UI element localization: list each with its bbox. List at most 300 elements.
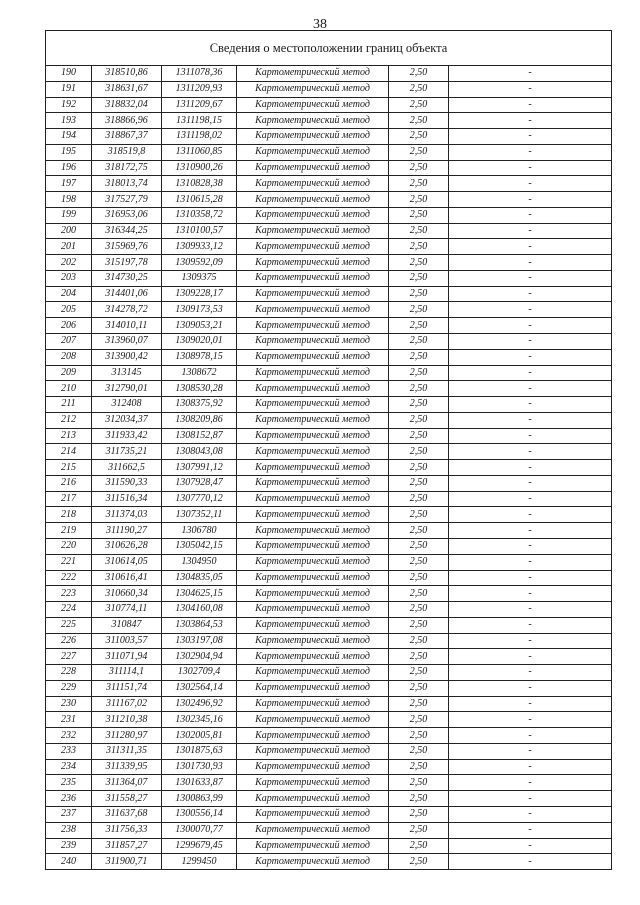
cell-point-number: 233 [46,743,92,759]
cell-x-coordinate: 310616,41 [92,570,162,586]
table-row [46,712,612,728]
cell-point-number: 235 [46,775,92,791]
table-row [46,728,612,744]
cell-accuracy: 2,50 [389,334,449,350]
table-row [46,144,612,160]
cell-point-number: 205 [46,302,92,318]
table-row [46,538,612,554]
cell-y-coordinate: 1309020,01 [162,334,237,350]
cell-accuracy: 2,50 [389,838,449,854]
cell-accuracy: 2,50 [389,365,449,381]
cell-y-coordinate: 1308152,87 [162,428,237,444]
cell-accuracy: 2,50 [389,349,449,365]
cell-y-coordinate: 1299679,45 [162,838,237,854]
cell-x-coordinate: 312790,01 [92,381,162,397]
cell-description: - [449,207,612,223]
cell-description: - [449,255,612,271]
cell-x-coordinate: 311900,71 [92,854,162,870]
cell-description: - [449,507,612,523]
boundary-coordinates-table [45,30,612,870]
cell-x-coordinate: 310660,34 [92,586,162,602]
cell-x-coordinate: 314010,11 [92,318,162,334]
cell-description: - [449,538,612,554]
table-row [46,475,612,491]
cell-point-number: 216 [46,475,92,491]
cell-accuracy: 2,50 [389,302,449,318]
cell-x-coordinate: 313145 [92,365,162,381]
cell-point-number: 219 [46,523,92,539]
cell-description: - [449,113,612,129]
cell-description: - [449,680,612,696]
cell-method: Картометрический метод [237,160,389,176]
cell-method: Картометрический метод [237,680,389,696]
cell-y-coordinate: 1308043,08 [162,444,237,460]
cell-point-number: 193 [46,113,92,129]
cell-description: - [449,66,612,82]
cell-y-coordinate: 1299450 [162,854,237,870]
cell-point-number: 202 [46,255,92,271]
cell-y-coordinate: 1300070,77 [162,822,237,838]
cell-method: Картометрический метод [237,66,389,82]
cell-point-number: 192 [46,97,92,113]
cell-x-coordinate: 311210,38 [92,712,162,728]
cell-method: Картометрический метод [237,255,389,271]
cell-accuracy: 2,50 [389,381,449,397]
table-row [46,554,612,570]
cell-accuracy: 2,50 [389,507,449,523]
cell-method: Картометрический метод [237,775,389,791]
cell-x-coordinate: 311933,42 [92,428,162,444]
cell-accuracy: 2,50 [389,649,449,665]
cell-x-coordinate: 311167,02 [92,696,162,712]
table-row [46,270,612,286]
cell-method: Картометрический метод [237,365,389,381]
cell-point-number: 224 [46,602,92,618]
cell-x-coordinate: 311637,68 [92,806,162,822]
cell-accuracy: 2,50 [389,412,449,428]
cell-accuracy: 2,50 [389,66,449,82]
cell-point-number: 204 [46,286,92,302]
cell-x-coordinate: 318172,75 [92,160,162,176]
cell-y-coordinate: 1310358,72 [162,207,237,223]
cell-x-coordinate: 316344,25 [92,223,162,239]
cell-accuracy: 2,50 [389,712,449,728]
cell-description: - [449,633,612,649]
cell-method: Картометрический метод [237,349,389,365]
cell-method: Картометрический метод [237,617,389,633]
table-row [46,602,612,618]
cell-y-coordinate: 1303864,53 [162,617,237,633]
cell-accuracy: 2,50 [389,554,449,570]
cell-point-number: 194 [46,129,92,145]
cell-method: Картометрический метод [237,176,389,192]
cell-x-coordinate: 311662,5 [92,460,162,476]
cell-point-number: 212 [46,412,92,428]
cell-accuracy: 2,50 [389,680,449,696]
cell-x-coordinate: 311516,34 [92,491,162,507]
cell-point-number: 200 [46,223,92,239]
cell-x-coordinate: 311364,07 [92,775,162,791]
cell-method: Картометрический метод [237,334,389,350]
table-title-row [46,31,612,66]
cell-description: - [449,176,612,192]
cell-description: - [449,460,612,476]
cell-y-coordinate: 1307352,11 [162,507,237,523]
cell-x-coordinate: 311280,97 [92,728,162,744]
cell-description: - [449,428,612,444]
cell-y-coordinate: 1311060,85 [162,144,237,160]
cell-description: - [449,223,612,239]
cell-y-coordinate: 1310615,28 [162,192,237,208]
cell-y-coordinate: 1309933,12 [162,239,237,255]
cell-y-coordinate: 1302709,4 [162,665,237,681]
cell-x-coordinate: 312034,37 [92,412,162,428]
cell-method: Картометрический метод [237,538,389,554]
cell-y-coordinate: 1309375 [162,270,237,286]
cell-point-number: 239 [46,838,92,854]
cell-accuracy: 2,50 [389,192,449,208]
table-row [46,81,612,97]
cell-point-number: 210 [46,381,92,397]
table-row [46,365,612,381]
cell-method: Картометрический метод [237,696,389,712]
cell-description: - [449,475,612,491]
cell-accuracy: 2,50 [389,743,449,759]
cell-x-coordinate: 311590,33 [92,475,162,491]
cell-method: Картометрический метод [237,712,389,728]
cell-point-number: 195 [46,144,92,160]
cell-accuracy: 2,50 [389,633,449,649]
cell-method: Картометрический метод [237,759,389,775]
cell-method: Картометрический метод [237,207,389,223]
cell-accuracy: 2,50 [389,475,449,491]
cell-accuracy: 2,50 [389,806,449,822]
cell-method: Картометрический метод [237,412,389,428]
cell-description: - [449,854,612,870]
cell-x-coordinate: 310626,28 [92,538,162,554]
cell-accuracy: 2,50 [389,176,449,192]
table-row [46,570,612,586]
cell-accuracy: 2,50 [389,255,449,271]
cell-y-coordinate: 1311198,02 [162,129,237,145]
table-row [46,460,612,476]
cell-point-number: 222 [46,570,92,586]
cell-point-number: 197 [46,176,92,192]
cell-point-number: 228 [46,665,92,681]
cell-accuracy: 2,50 [389,586,449,602]
cell-x-coordinate: 310614,05 [92,554,162,570]
cell-accuracy: 2,50 [389,523,449,539]
cell-x-coordinate: 316953,06 [92,207,162,223]
table-row [46,318,612,334]
cell-y-coordinate: 1306780 [162,523,237,539]
cell-point-number: 190 [46,66,92,82]
table-row [46,239,612,255]
table-title: Сведения о местоположении границ объекта [46,31,612,66]
cell-point-number: 234 [46,759,92,775]
cell-method: Картометрический метод [237,586,389,602]
cell-x-coordinate: 310847 [92,617,162,633]
cell-description: - [449,665,612,681]
cell-accuracy: 2,50 [389,538,449,554]
cell-accuracy: 2,50 [389,775,449,791]
cell-x-coordinate: 311003,57 [92,633,162,649]
cell-description: - [449,81,612,97]
cell-accuracy: 2,50 [389,460,449,476]
cell-y-coordinate: 1308978,15 [162,349,237,365]
cell-point-number: 206 [46,318,92,334]
cell-y-coordinate: 1304835,05 [162,570,237,586]
cell-point-number: 213 [46,428,92,444]
cell-x-coordinate: 318013,74 [92,176,162,192]
table-row [46,412,612,428]
cell-y-coordinate: 1300556,14 [162,806,237,822]
cell-method: Картометрический метод [237,649,389,665]
cell-x-coordinate: 311756,33 [92,822,162,838]
cell-x-coordinate: 311339,95 [92,759,162,775]
cell-method: Картометрический метод [237,318,389,334]
cell-description: - [449,728,612,744]
cell-point-number: 196 [46,160,92,176]
cell-accuracy: 2,50 [389,854,449,870]
cell-method: Картометрический метод [237,838,389,854]
cell-point-number: 220 [46,538,92,554]
cell-y-coordinate: 1308375,92 [162,397,237,413]
cell-point-number: 199 [46,207,92,223]
cell-method: Картометрический метод [237,270,389,286]
table-row [46,854,612,870]
cell-description: - [449,602,612,618]
cell-description: - [449,712,612,728]
table-row [46,617,612,633]
cell-y-coordinate: 1311198,15 [162,113,237,129]
cell-description: - [449,838,612,854]
cell-description: - [449,444,612,460]
cell-point-number: 226 [46,633,92,649]
cell-description: - [449,696,612,712]
table-row [46,286,612,302]
cell-accuracy: 2,50 [389,428,449,444]
cell-point-number: 203 [46,270,92,286]
cell-accuracy: 2,50 [389,665,449,681]
cell-y-coordinate: 1309228,17 [162,286,237,302]
cell-y-coordinate: 1309592,09 [162,255,237,271]
cell-description: - [449,491,612,507]
cell-description: - [449,586,612,602]
cell-point-number: 231 [46,712,92,728]
cell-description: - [449,775,612,791]
cell-x-coordinate: 318631,67 [92,81,162,97]
cell-x-coordinate: 314278,72 [92,302,162,318]
cell-y-coordinate: 1305042,15 [162,538,237,554]
cell-y-coordinate: 1307770,12 [162,491,237,507]
cell-method: Картометрический метод [237,144,389,160]
cell-x-coordinate: 315969,76 [92,239,162,255]
table-row [46,176,612,192]
cell-y-coordinate: 1304160,08 [162,602,237,618]
cell-y-coordinate: 1308530,28 [162,381,237,397]
cell-y-coordinate: 1311209,93 [162,81,237,97]
cell-y-coordinate: 1302005,81 [162,728,237,744]
cell-x-coordinate: 318867,37 [92,129,162,145]
cell-point-number: 198 [46,192,92,208]
cell-method: Картометрический метод [237,81,389,97]
table-row [46,806,612,822]
cell-accuracy: 2,50 [389,207,449,223]
cell-accuracy: 2,50 [389,759,449,775]
cell-x-coordinate: 313900,42 [92,349,162,365]
cell-y-coordinate: 1307928,47 [162,475,237,491]
table-row [46,223,612,239]
page-number: 38 [313,17,327,32]
cell-method: Картометрический метод [237,475,389,491]
cell-point-number: 201 [46,239,92,255]
cell-method: Картометрический метод [237,129,389,145]
cell-method: Картометрический метод [237,286,389,302]
cell-method: Картометрический метод [237,491,389,507]
cell-description: - [449,791,612,807]
cell-x-coordinate: 318519,8 [92,144,162,160]
table-row [46,160,612,176]
cell-accuracy: 2,50 [389,602,449,618]
cell-description: - [449,381,612,397]
cell-x-coordinate: 312408 [92,397,162,413]
cell-description: - [449,554,612,570]
table-row [46,444,612,460]
cell-y-coordinate: 1310828,38 [162,176,237,192]
cell-method: Картометрический метод [237,665,389,681]
cell-point-number: 223 [46,586,92,602]
table-row [46,397,612,413]
table-row [46,759,612,775]
cell-description: - [449,806,612,822]
table-row [46,334,612,350]
cell-x-coordinate: 311071,94 [92,649,162,665]
cell-accuracy: 2,50 [389,397,449,413]
cell-method: Картометрический метод [237,239,389,255]
table-row [46,775,612,791]
table-row [46,66,612,82]
cell-method: Картометрический метод [237,302,389,318]
table-row [46,838,612,854]
cell-method: Картометрический метод [237,633,389,649]
cell-x-coordinate: 311735,21 [92,444,162,460]
cell-description: - [449,302,612,318]
cell-y-coordinate: 1308672 [162,365,237,381]
cell-accuracy: 2,50 [389,113,449,129]
cell-x-coordinate: 311857,27 [92,838,162,854]
cell-point-number: 225 [46,617,92,633]
table-row [46,97,612,113]
cell-method: Картометрический метод [237,507,389,523]
cell-accuracy: 2,50 [389,617,449,633]
cell-description: - [449,160,612,176]
cell-description: - [449,617,612,633]
cell-x-coordinate: 311311,35 [92,743,162,759]
cell-description: - [449,334,612,350]
table-row [46,665,612,681]
cell-description: - [449,822,612,838]
cell-x-coordinate: 314730,25 [92,270,162,286]
cell-method: Картометрический метод [237,113,389,129]
cell-accuracy: 2,50 [389,286,449,302]
table-row [46,349,612,365]
cell-point-number: 232 [46,728,92,744]
cell-x-coordinate: 311151,74 [92,680,162,696]
cell-description: - [449,144,612,160]
cell-point-number: 207 [46,334,92,350]
cell-method: Картометрический метод [237,428,389,444]
table-row [46,507,612,523]
cell-point-number: 230 [46,696,92,712]
cell-method: Картометрический метод [237,570,389,586]
cell-accuracy: 2,50 [389,728,449,744]
cell-description: - [449,523,612,539]
cell-method: Картометрический метод [237,523,389,539]
cell-point-number: 215 [46,460,92,476]
cell-method: Картометрический метод [237,791,389,807]
cell-x-coordinate: 310774,11 [92,602,162,618]
cell-point-number: 214 [46,444,92,460]
table-row [46,649,612,665]
cell-y-coordinate: 1302496,92 [162,696,237,712]
cell-method: Картометрический метод [237,728,389,744]
cell-y-coordinate: 1311078,36 [162,66,237,82]
cell-description: - [449,270,612,286]
cell-point-number: 208 [46,349,92,365]
cell-point-number: 209 [46,365,92,381]
cell-method: Картометрический метод [237,854,389,870]
cell-point-number: 217 [46,491,92,507]
cell-method: Картометрический метод [237,554,389,570]
cell-accuracy: 2,50 [389,81,449,97]
cell-y-coordinate: 1310900,26 [162,160,237,176]
cell-y-coordinate: 1311209,67 [162,97,237,113]
table-row [46,192,612,208]
cell-accuracy: 2,50 [389,444,449,460]
table-row [46,207,612,223]
cell-method: Картометрический метод [237,806,389,822]
cell-accuracy: 2,50 [389,239,449,255]
cell-x-coordinate: 314401,06 [92,286,162,302]
cell-point-number: 238 [46,822,92,838]
cell-y-coordinate: 1302564,14 [162,680,237,696]
table-row [46,302,612,318]
cell-y-coordinate: 1301730,93 [162,759,237,775]
cell-x-coordinate: 311558,27 [92,791,162,807]
table-row [46,381,612,397]
cell-x-coordinate: 311114,1 [92,665,162,681]
cell-method: Картометрический метод [237,223,389,239]
cell-method: Картометрический метод [237,192,389,208]
cell-description: - [449,570,612,586]
table-row [46,696,612,712]
cell-description: - [449,97,612,113]
cell-point-number: 218 [46,507,92,523]
cell-point-number: 211 [46,397,92,413]
cell-method: Картометрический метод [237,602,389,618]
table-row [46,633,612,649]
table-row [46,822,612,838]
table-row [46,586,612,602]
cell-accuracy: 2,50 [389,97,449,113]
cell-y-coordinate: 1304950 [162,554,237,570]
cell-point-number: 237 [46,806,92,822]
cell-description: - [449,318,612,334]
cell-x-coordinate: 311374,03 [92,507,162,523]
cell-accuracy: 2,50 [389,822,449,838]
cell-description: - [449,743,612,759]
